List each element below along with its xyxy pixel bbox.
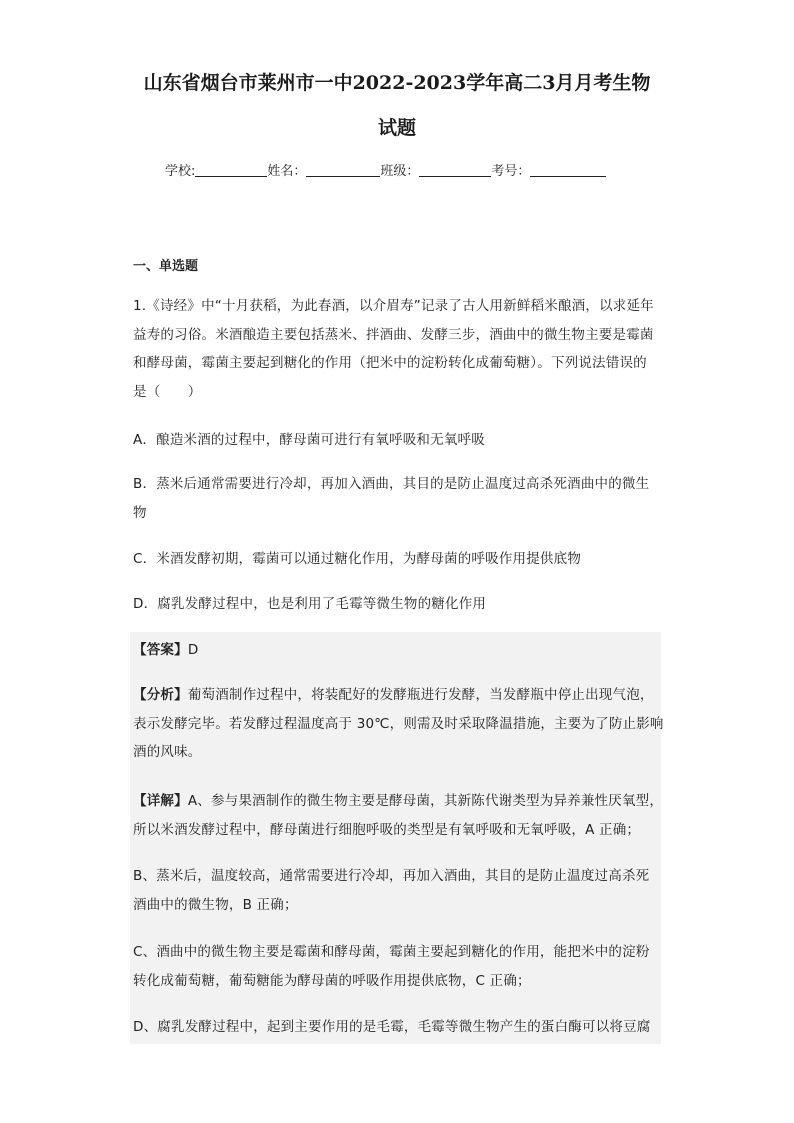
name-label: 姓名： xyxy=(267,164,307,179)
detail-c-line: 转化成葡萄糖，葡萄糖能为酵母菌的呼吸作用提供底物，C 正确； xyxy=(133,972,531,989)
exam-number-blank xyxy=(530,162,606,177)
detail-d-line: D、腐乳发酵过程中，起到主要作用的是毛霉，毛霉等微生物产生的蛋白酶可以将豆腐 xyxy=(133,1019,651,1035)
question-line: 和酵母菌，霉菌主要起到糖化的作用（把米中的淀粉转化成葡萄糖）。下列说法错误的 xyxy=(133,355,647,371)
option-b-line: 物 xyxy=(133,504,147,521)
detail-c-line: C、酒曲中的微生物主要是霉菌和酵母菌，霉菌主要起到糖化的作用，能把米中的淀粉 xyxy=(133,944,650,960)
detail-b-block xyxy=(133,862,668,919)
answer-line xyxy=(133,636,668,665)
option-b-line: B．蒸米后通常需要进行冷却，再加入酒曲，其目的是防止温度过高杀死酒曲中的微生 xyxy=(133,476,650,492)
analysis-block xyxy=(133,681,668,767)
analysis-line: 酒的风味。 xyxy=(133,744,202,760)
detail-b-line: 酒曲中的微生物，B 正确； xyxy=(133,896,298,913)
option-c-line: C．米酒发酵初期，霉菌可以通过糖化作用，为酵母菌的呼吸作用提供底物 xyxy=(133,551,582,567)
detail-c-block xyxy=(133,938,668,995)
detail-a-line: A、参与果酒制作的微生物主要是酵母菌，其新陈代谢类型为异养兼性厌氧型， xyxy=(187,793,664,809)
class-blank xyxy=(419,162,491,177)
question-line: 是（ ） xyxy=(133,383,202,400)
analysis-line: 葡萄酒制作过程中，将装配好的发酵瓶进行发酵，当发酵瓶中停止出现气泡， xyxy=(187,687,654,703)
section-heading: 一、单选题 xyxy=(133,259,199,274)
question-line: 1.《诗经》中“十月获稻，为此春酒，以介眉寿”记录了古人用新鲜稻米酿酒，以求延年 xyxy=(133,298,654,314)
option-d xyxy=(133,590,668,619)
detail-b-line: B、蒸米后，温度较高，通常需要进行冷却，再加入酒曲，其目的是防止温度过高杀死 xyxy=(133,868,650,884)
student-info-row xyxy=(165,160,606,179)
document-title-line1: 山东省烟台市莱州市一中2022-2023学年高二3月月考生物 xyxy=(143,72,651,94)
school-blank xyxy=(195,162,267,177)
detail-label: 【详解】 xyxy=(133,793,188,809)
answer-value: D xyxy=(187,642,199,658)
option-c xyxy=(133,545,668,574)
school-label: 学校: xyxy=(165,164,196,179)
detail-a-line: 所以米酒发酵过程中，酵母菌进行细胞呼吸的类型是有氧呼吸和无氧呼吸，A 正确； xyxy=(133,821,641,838)
question-line: 益寿的习俗。米酒酿造主要包括蒸米、拌酒曲、发酵三步，酒曲中的微生物主要是霉菌 xyxy=(133,326,654,343)
analysis-label: 【分析】 xyxy=(133,687,188,703)
exam-number-label: 考号： xyxy=(491,164,531,179)
analysis-line: 表示发酵完毕。若发酵过程温度高于 30℃，则需及时采取降温措施，主要为了防止影响 xyxy=(133,715,664,732)
answer-label: 【答案】 xyxy=(133,642,188,658)
detail-d-block xyxy=(133,1013,668,1042)
option-a xyxy=(133,426,668,455)
question-stem xyxy=(133,292,668,406)
option-b xyxy=(133,470,668,527)
document-title-line2: 试题 xyxy=(377,117,416,139)
option-a-line: A．酿造米酒的过程中，酵母菌可进行有氧呼吸和无氧呼吸 xyxy=(133,432,485,448)
detail-a-block xyxy=(133,787,668,844)
option-d-line: D．腐乳发酵过程中，也是利用了毛霉等微生物的糖化作用 xyxy=(133,596,487,612)
name-blank xyxy=(306,162,380,177)
class-label: 班级： xyxy=(380,164,420,179)
